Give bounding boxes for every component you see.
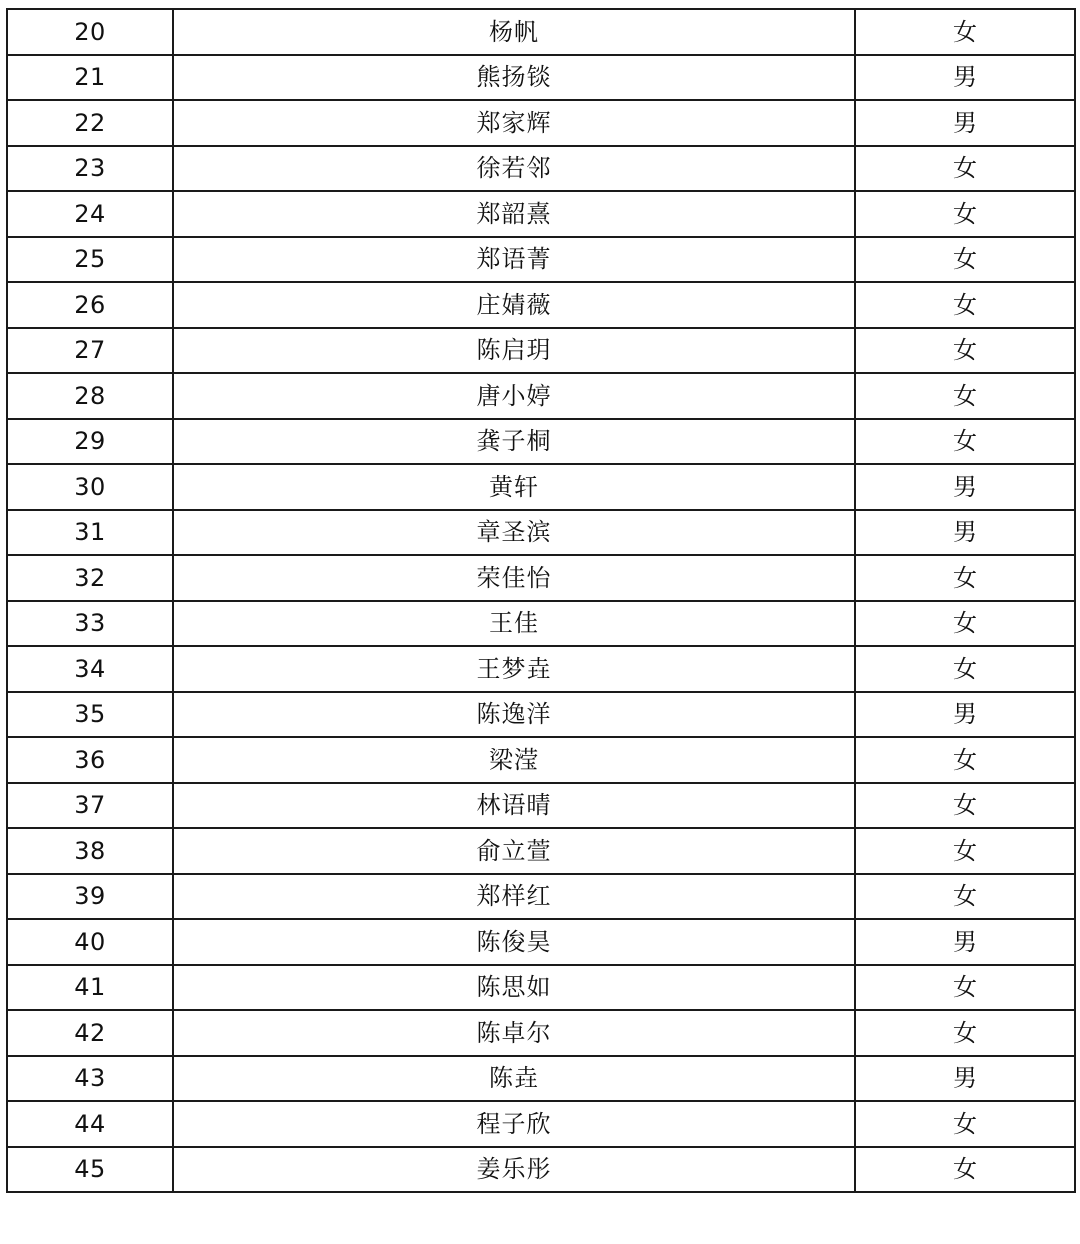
student-gender: 男 — [855, 919, 1075, 965]
student-name: 龚子桐 — [173, 419, 855, 465]
row-number: 21 — [7, 55, 173, 101]
table-row — [7, 282, 1075, 328]
row-number: 41 — [7, 965, 173, 1011]
row-number: 39 — [7, 874, 173, 920]
student-name: 徐若邻 — [173, 146, 855, 192]
student-name: 黄轩 — [173, 464, 855, 510]
table-row — [7, 510, 1075, 556]
student-gender: 男 — [855, 692, 1075, 738]
table-row — [7, 1056, 1075, 1102]
row-number: 32 — [7, 555, 173, 601]
row-number: 24 — [7, 191, 173, 237]
row-number: 31 — [7, 510, 173, 556]
table-row — [7, 191, 1075, 237]
row-number: 27 — [7, 328, 173, 374]
table-row — [7, 965, 1075, 1011]
student-gender: 女 — [855, 191, 1075, 237]
student-gender: 女 — [855, 874, 1075, 920]
table-row — [7, 601, 1075, 647]
student-name: 庄婧薇 — [173, 282, 855, 328]
student-name: 俞立萱 — [173, 828, 855, 874]
student-name: 王佳 — [173, 601, 855, 647]
table-row — [7, 146, 1075, 192]
student-gender: 女 — [855, 282, 1075, 328]
row-number: 28 — [7, 373, 173, 419]
student-name: 林语晴 — [173, 783, 855, 829]
student-gender: 男 — [855, 510, 1075, 556]
student-gender: 女 — [855, 237, 1075, 283]
row-number: 22 — [7, 100, 173, 146]
table-row — [7, 874, 1075, 920]
student-name: 荣佳怡 — [173, 555, 855, 601]
row-number: 34 — [7, 646, 173, 692]
table-row — [7, 737, 1075, 783]
student-gender: 男 — [855, 1056, 1075, 1102]
table-row — [7, 237, 1075, 283]
table-row — [7, 464, 1075, 510]
student-gender: 女 — [855, 555, 1075, 601]
student-name: 程子欣 — [173, 1101, 855, 1147]
student-name: 章圣滨 — [173, 510, 855, 556]
table-row — [7, 100, 1075, 146]
student-name: 郑语菁 — [173, 237, 855, 283]
table-row — [7, 646, 1075, 692]
row-number: 42 — [7, 1010, 173, 1056]
row-number: 40 — [7, 919, 173, 965]
student-name: 陈俊昊 — [173, 919, 855, 965]
student-name: 陈思如 — [173, 965, 855, 1011]
student-name: 郑样红 — [173, 874, 855, 920]
table-row — [7, 919, 1075, 965]
student-gender: 女 — [855, 737, 1075, 783]
row-number: 44 — [7, 1101, 173, 1147]
row-number: 25 — [7, 237, 173, 283]
student-name: 陈逸洋 — [173, 692, 855, 738]
student-name: 郑韶熹 — [173, 191, 855, 237]
student-name: 王梦垚 — [173, 646, 855, 692]
row-number: 29 — [7, 419, 173, 465]
row-number: 23 — [7, 146, 173, 192]
student-gender: 女 — [855, 373, 1075, 419]
table-row — [7, 1010, 1075, 1056]
row-number: 45 — [7, 1147, 173, 1193]
table-row — [7, 419, 1075, 465]
student-gender: 女 — [855, 328, 1075, 374]
row-number: 43 — [7, 1056, 173, 1102]
table-row — [7, 1101, 1075, 1147]
student-gender: 女 — [855, 1010, 1075, 1056]
student-gender: 女 — [855, 965, 1075, 1011]
row-number: 20 — [7, 9, 173, 55]
student-gender: 女 — [855, 419, 1075, 465]
student-name: 姜乐彤 — [173, 1147, 855, 1193]
student-gender: 女 — [855, 828, 1075, 874]
table-row — [7, 1147, 1075, 1193]
roster-table — [6, 8, 1076, 1193]
student-gender: 男 — [855, 100, 1075, 146]
row-number: 37 — [7, 783, 173, 829]
row-number: 33 — [7, 601, 173, 647]
student-gender: 女 — [855, 601, 1075, 647]
student-gender: 女 — [855, 9, 1075, 55]
student-name: 郑家辉 — [173, 100, 855, 146]
table-row — [7, 783, 1075, 829]
row-number: 35 — [7, 692, 173, 738]
roster-table-container — [6, 8, 1074, 1193]
table-row — [7, 828, 1075, 874]
row-number: 26 — [7, 282, 173, 328]
student-name: 熊扬锬 — [173, 55, 855, 101]
table-row — [7, 692, 1075, 738]
table-row — [7, 555, 1075, 601]
row-number: 38 — [7, 828, 173, 874]
row-number: 36 — [7, 737, 173, 783]
student-name: 陈启玥 — [173, 328, 855, 374]
student-gender: 男 — [855, 55, 1075, 101]
student-gender: 女 — [855, 1101, 1075, 1147]
student-gender: 女 — [855, 146, 1075, 192]
student-name: 梁滢 — [173, 737, 855, 783]
row-number: 30 — [7, 464, 173, 510]
student-gender: 女 — [855, 646, 1075, 692]
table-row — [7, 373, 1075, 419]
student-gender: 男 — [855, 464, 1075, 510]
student-gender: 女 — [855, 1147, 1075, 1193]
student-name: 陈卓尔 — [173, 1010, 855, 1056]
table-row — [7, 328, 1075, 374]
student-name: 杨帆 — [173, 9, 855, 55]
student-gender: 女 — [855, 783, 1075, 829]
table-row — [7, 55, 1075, 101]
student-name: 陈垚 — [173, 1056, 855, 1102]
student-name: 唐小婷 — [173, 373, 855, 419]
table-row — [7, 9, 1075, 55]
